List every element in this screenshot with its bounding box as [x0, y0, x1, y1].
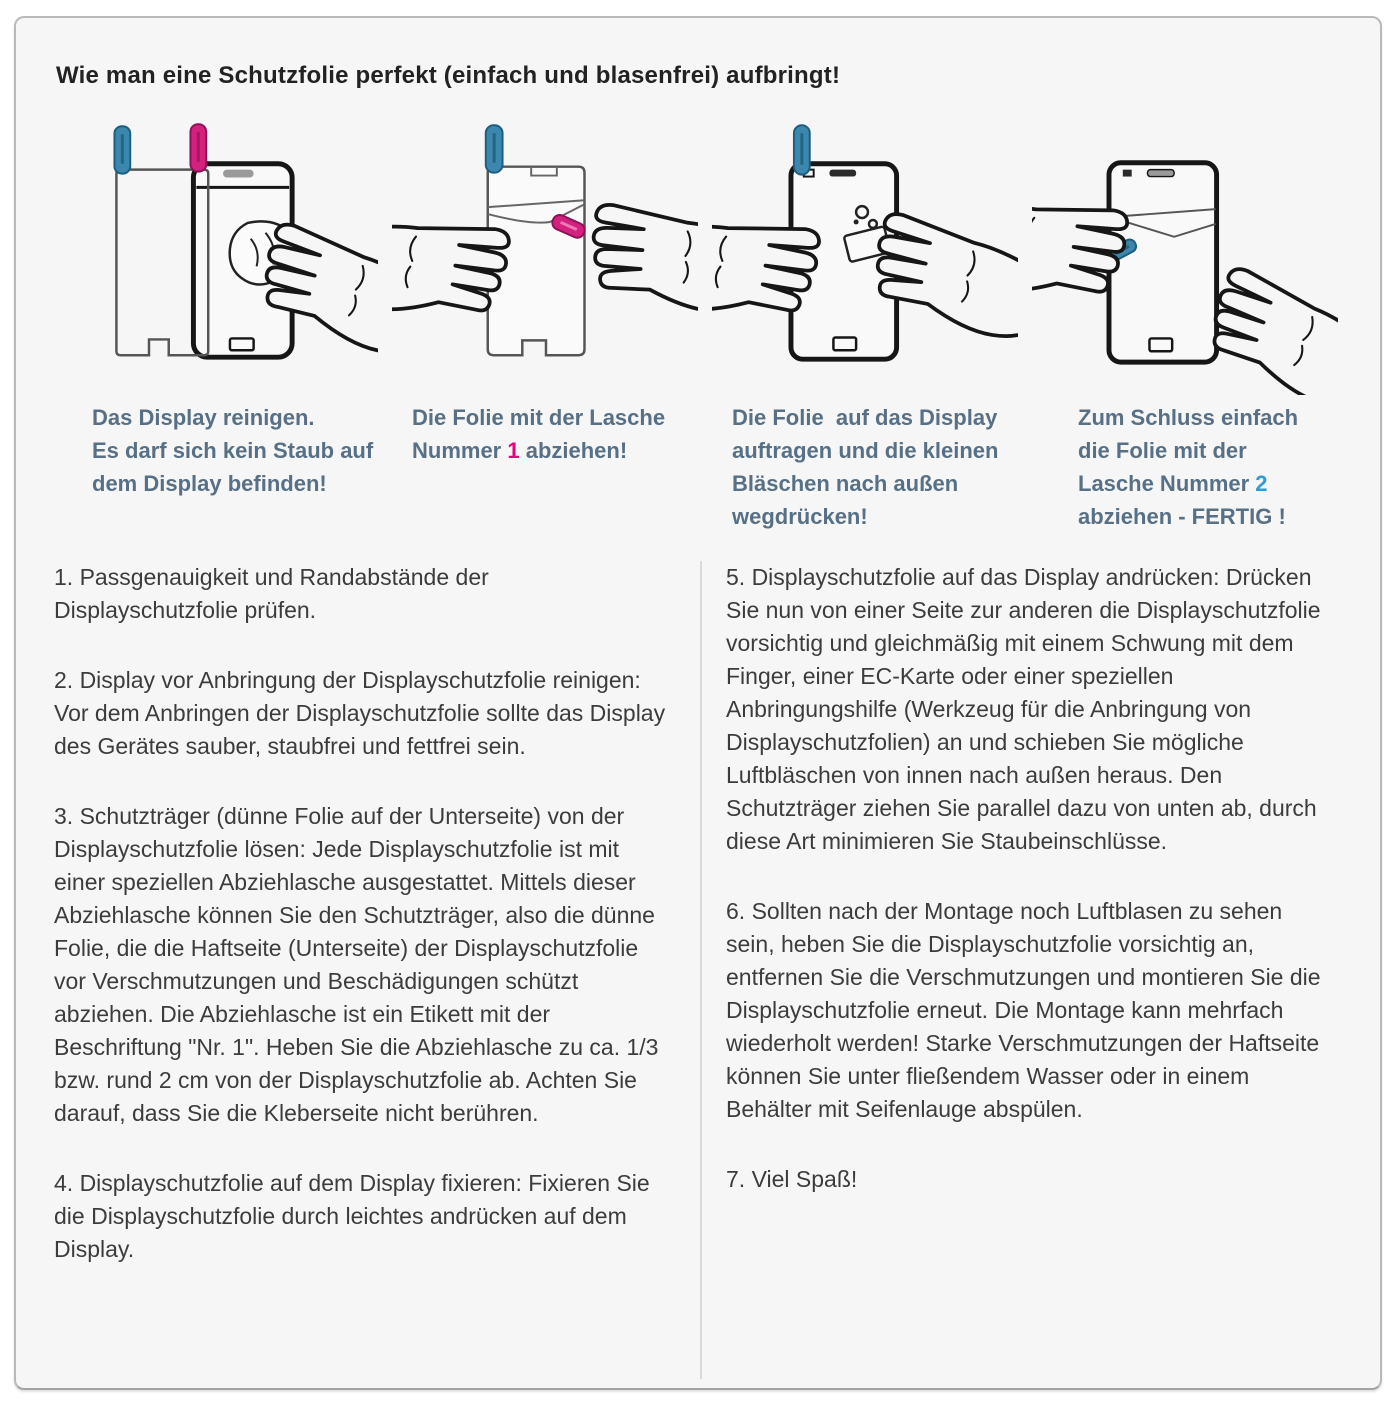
home-button: [1149, 338, 1172, 351]
caption-text: abziehen - FERTIG !: [1078, 504, 1286, 529]
blue-tab-icon: [486, 125, 503, 172]
caption-line: [732, 500, 1024, 533]
figure-step-apply-film: [712, 120, 1024, 533]
phone-outline: [1109, 163, 1217, 362]
caption-text: die Folie mit der: [1078, 438, 1247, 463]
caption-line: [1078, 467, 1344, 500]
caption-line: [92, 467, 384, 500]
caption-text: Lasche Nummer: [1078, 471, 1256, 496]
speaker-slot: [1147, 170, 1174, 177]
caption-line: [412, 401, 704, 434]
caption-line: [732, 467, 1024, 500]
instruction-paragraph: 3. Schutzträger (dünne Folie auf der Unterseite) von der Displayschutzfolie lösen: Jede Displayschutzfolie ist mit einer speziellen Abziehlasche ausgestattet. Mittels dieser Abziehlasche können Sie den Schutzträger, also die dünne Folie, die die Haftseite (Unterseite) der Displayschutzfolie vor Verschmutzungen und Beschädigungen schützt abziehen. Die Abziehlasche ist ein Etikett mit der Beschriftung "Nr. 1". Heben Sie die Abziehlasche zu ca. 1/3 bzw. rund 2 cm von der Displayschutzfolie ab. Achten Sie darauf, dass Sie die Kleberseite nicht berühren.: [54, 803, 659, 1126]
caption-text: auftragen und die kleinen: [732, 438, 999, 463]
blue-tab-icon: [794, 125, 810, 174]
speaker-slot: [223, 170, 254, 178]
caption-line: [92, 434, 384, 467]
caption-number: 2: [1255, 471, 1268, 496]
figure-step-peel-tab-2: [1032, 120, 1344, 533]
speaker-slot: [829, 170, 856, 177]
illustration-clean-display-icon: [72, 120, 378, 395]
hand-icon: [580, 199, 698, 322]
instruction-paragraph: 4. Displayschutzfolie auf dem Display fixieren: Fixieren Sie die Displayschutzfolie durch leichtes andrücken auf dem Display.: [54, 1170, 650, 1262]
caption-text: Bläschen nach außen: [732, 471, 959, 496]
figure-step-peel-tab-1: [392, 120, 704, 533]
caption-line: [732, 401, 1024, 434]
figures-row: [16, 90, 1380, 533]
home-button: [230, 338, 254, 350]
figure-caption: [712, 401, 1024, 533]
home-button: [833, 337, 856, 350]
instruction-paragraph: 2. Display vor Anbringung der Displayschutzfolie reinigen: Vor dem Anbringen der Displayschutzfolie sollte das Display des Gerätes sauber, staubfrei und fettfrei sein.: [54, 667, 666, 759]
caption-text: wegdrücken!: [732, 504, 868, 529]
caption-text: Es darf sich kein Staub auf: [92, 438, 374, 463]
caption-text: Die Folie auf das Display: [732, 405, 998, 430]
caption-line: [1078, 500, 1344, 533]
caption-line: [92, 401, 384, 434]
caption-text: Zum Schluss einfach: [1078, 405, 1299, 430]
caption-text: Die Folie mit der Lasche: [412, 405, 666, 430]
camera-dot: [1123, 170, 1132, 177]
figure-step-clean-display: [72, 120, 384, 533]
instruction-paragraph: 7. Viel Spaß!: [726, 1166, 858, 1192]
instructions-right-column: [702, 561, 1356, 1379]
instruction-paragraph: 1. Passgenauigkeit und Randabstände der Displayschutzfolie prüfen.: [54, 564, 489, 623]
illustration-peel-tab-1-icon: [392, 120, 698, 395]
caption-text: dem Display befinden!: [92, 471, 327, 496]
figure-caption: [1032, 401, 1344, 533]
instructions-left-column: [16, 561, 700, 1379]
caption-line: [732, 434, 1024, 467]
blue-tab-icon: [114, 126, 130, 173]
pink-tab-icon: [190, 124, 206, 171]
instructions-section: [16, 561, 1380, 1379]
page-title: Wie man eine Schutzfolie perfekt (einfach und blasenfrei) aufbringt!: [56, 62, 841, 89]
caption-line: [1078, 434, 1344, 467]
illustration-peel-tab-2-icon: [1032, 120, 1338, 395]
caption-text: Das Display reinigen.: [92, 405, 315, 430]
instruction-card: [14, 16, 1382, 1390]
caption-line: [412, 434, 704, 467]
caption-number: 1: [507, 438, 520, 463]
instruction-paragraph: 6. Sollten nach der Montage noch Luftblasen zu sehen sein, heben Sie die Displayschutzfolie vorsichtig an, entfernen Sie die Verschmutzungen und montieren Sie die Displayschutzfolie erneut. Die Montage kann mehrfach wiederholt werden! Starke Verschmutzungen der Haftseite können Sie unter fließendem Wasser oder in einem Behälter mit Seifenlauge abspülen.: [726, 898, 1321, 1122]
instruction-paragraph: 5. Displayschutzfolie auf das Display andrücken: Drücken Sie nun von einer Seite zur anderen die Displayschutzfolie vorsichtig und gleichmäßig mit einem Schwung mit dem Finger, einer EC-Karte oder einer speziellen Anbringungshilfe (Werkzeug für die Anbringung von Displayschutzfolien) an und schieben Sie mögliche Luftbläschen von innen nach außen heraus. Den Schutzträger ziehen Sie parallel dazu von unten ab, durch diese Art minimieren Sie Staubeinschlüsse.: [726, 564, 1321, 854]
caption-line: [1078, 401, 1344, 434]
caption-text: abziehen!: [519, 438, 628, 463]
figure-caption: [392, 401, 704, 467]
caption-text: Nummer: [412, 438, 508, 463]
figure-caption: [72, 401, 384, 500]
illustration-apply-film-icon: [712, 120, 1018, 395]
